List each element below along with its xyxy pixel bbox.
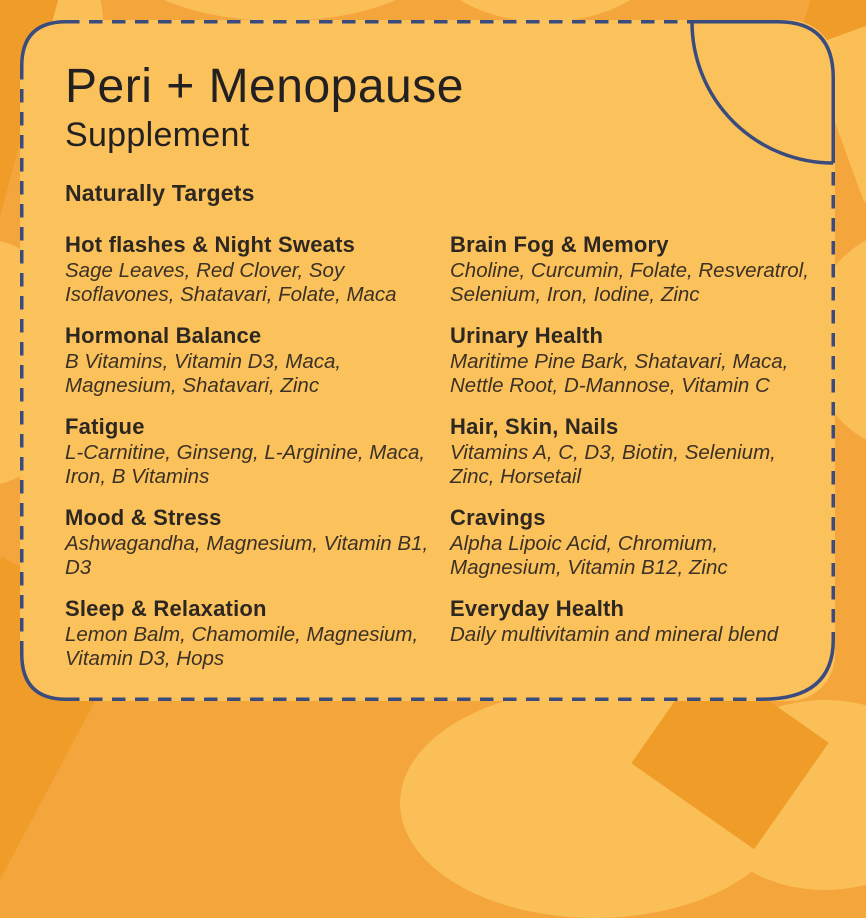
target-title: Urinary Health (450, 323, 604, 348)
background-swirl (110, 0, 450, 21)
target-ingredients: B Vitamins, Vitamin D3, Maca, Magnesium, Shatavari, Zinc (65, 350, 342, 397)
target-title: Brain Fog & Memory (450, 232, 669, 257)
target-title: Hair, Skin, Nails (450, 414, 619, 439)
target-title: Fatigue (65, 414, 145, 439)
target-ingredients: Vitamins A, C, D3, Biotin, Selenium, Zinc, Horsetail (450, 441, 776, 488)
target-title: Hot flashes & Night Sweats (65, 232, 356, 257)
target-title: Hormonal Balance (65, 323, 262, 348)
target-section (65, 596, 450, 687)
targets-grid (65, 232, 811, 687)
targets-column-left (65, 232, 450, 687)
naturally-targets-heading: Naturally Targets (65, 180, 255, 206)
product-subtitle: Supplement (65, 116, 250, 154)
target-section (450, 596, 811, 687)
target-ingredients: Ashwagandha, Magnesium, Vitamin B1, D3 (65, 532, 429, 579)
target-section (65, 323, 450, 414)
target-ingredients: Lemon Balm, Chamomile, Magnesium, Vitamin D3, Hops (65, 623, 419, 670)
target-ingredients: L-Carnitine, Ginseng, L-Arginine, Maca, Iron, B Vitamins (65, 441, 426, 488)
target-title: Everyday Health (450, 596, 625, 621)
target-section (65, 505, 450, 596)
target-ingredients: Alpha Lipoic Acid, Chromium, Magnesium, Vitamin B12, Zinc (450, 532, 728, 579)
target-ingredients: Maritime Pine Bark, Shatavari, Maca, Nettle Root, D-Mannose, Vitamin C (450, 350, 789, 397)
supplement-card (20, 20, 835, 701)
target-section (65, 414, 450, 505)
target-title: Mood & Stress (65, 505, 222, 530)
target-section (65, 232, 450, 323)
target-section (450, 232, 811, 323)
target-section (450, 414, 811, 505)
target-ingredients: Daily multivitamin and mineral blend (450, 623, 779, 646)
background-swirl (420, 0, 670, 22)
targets-column-right (450, 232, 811, 687)
target-title: Cravings (450, 505, 546, 530)
page-title-block (65, 60, 464, 156)
target-title: Sleep & Relaxation (65, 596, 267, 621)
target-ingredients: Sage Leaves, Red Clover, Soy Isoflavones, Shatavari, Folate, Maca (65, 259, 397, 306)
product-title: Peri + Menopause (65, 60, 464, 113)
target-section (450, 505, 811, 596)
target-section (450, 323, 811, 414)
target-ingredients: Choline, Curcumin, Folate, Resveratrol, Selenium, Iron, Iodine, Zinc (450, 259, 809, 306)
